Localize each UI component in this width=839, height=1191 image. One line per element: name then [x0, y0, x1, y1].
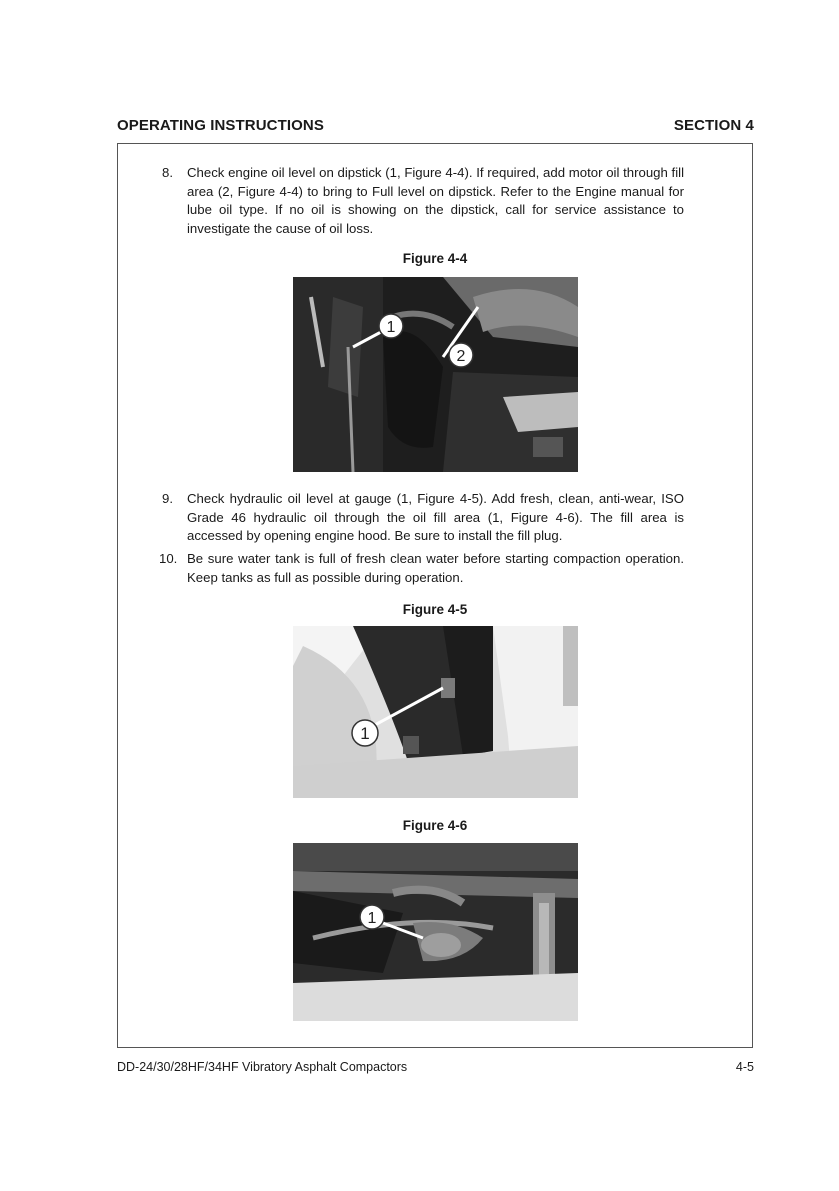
step-number: 10. — [159, 551, 178, 566]
figure-4-6-photo — [293, 843, 578, 1021]
figure-4-4-title: Figure 4-4 — [402, 251, 468, 266]
section-header-title: OPERATING INSTRUCTIONS — [117, 117, 324, 134]
figure-4-4-photo — [293, 277, 578, 472]
step-text: Check engine oil level on dipstick (1, Figure 4-4). If required, add motor oil through fill area (2, Figure 4-4) to bring to Full level on dipstick. Refer to the Engine manual for lube oil type. If no oil is showing on the dipstick, call for service assistance to investigate the cause of oil loss. — [187, 165, 684, 236]
callout-2-label: 2 — [456, 348, 466, 365]
footer-document-title: DD-24/30/28HF/34HF Vibratory Asphalt Compactors — [117, 1060, 408, 1074]
callout-1-label: 1 — [367, 910, 377, 927]
step-text: Be sure water tank is full of fresh clean water before starting compaction operation. Keep tanks as full as possible during operation. — [187, 551, 684, 585]
callout-1-label: 1 — [360, 724, 370, 743]
step-number: 9. — [162, 491, 173, 506]
figure-4-6-title: Figure 4-6 — [402, 818, 468, 833]
figure-4-5-title: Figure 4-5 — [402, 602, 468, 617]
step-9 — [162, 490, 684, 546]
callout-1-label: 1 — [386, 319, 396, 336]
step-text: Check hydraulic oil level at gauge (1, Figure 4-5). Add fresh, clean, anti-wear, ISO Grade 46 hydraulic oil through the oil fill area (1, Figure 4-6). The fill area is accessed by opening engine hood. Be sure to install the fill plug. — [187, 491, 684, 543]
step-8 — [162, 164, 684, 238]
page-number: 4-5 — [735, 1060, 754, 1074]
step-10 — [159, 550, 684, 587]
step-number: 8. — [162, 165, 173, 180]
figure-4-5-photo — [293, 626, 578, 798]
section-number: SECTION 4 — [673, 117, 754, 134]
